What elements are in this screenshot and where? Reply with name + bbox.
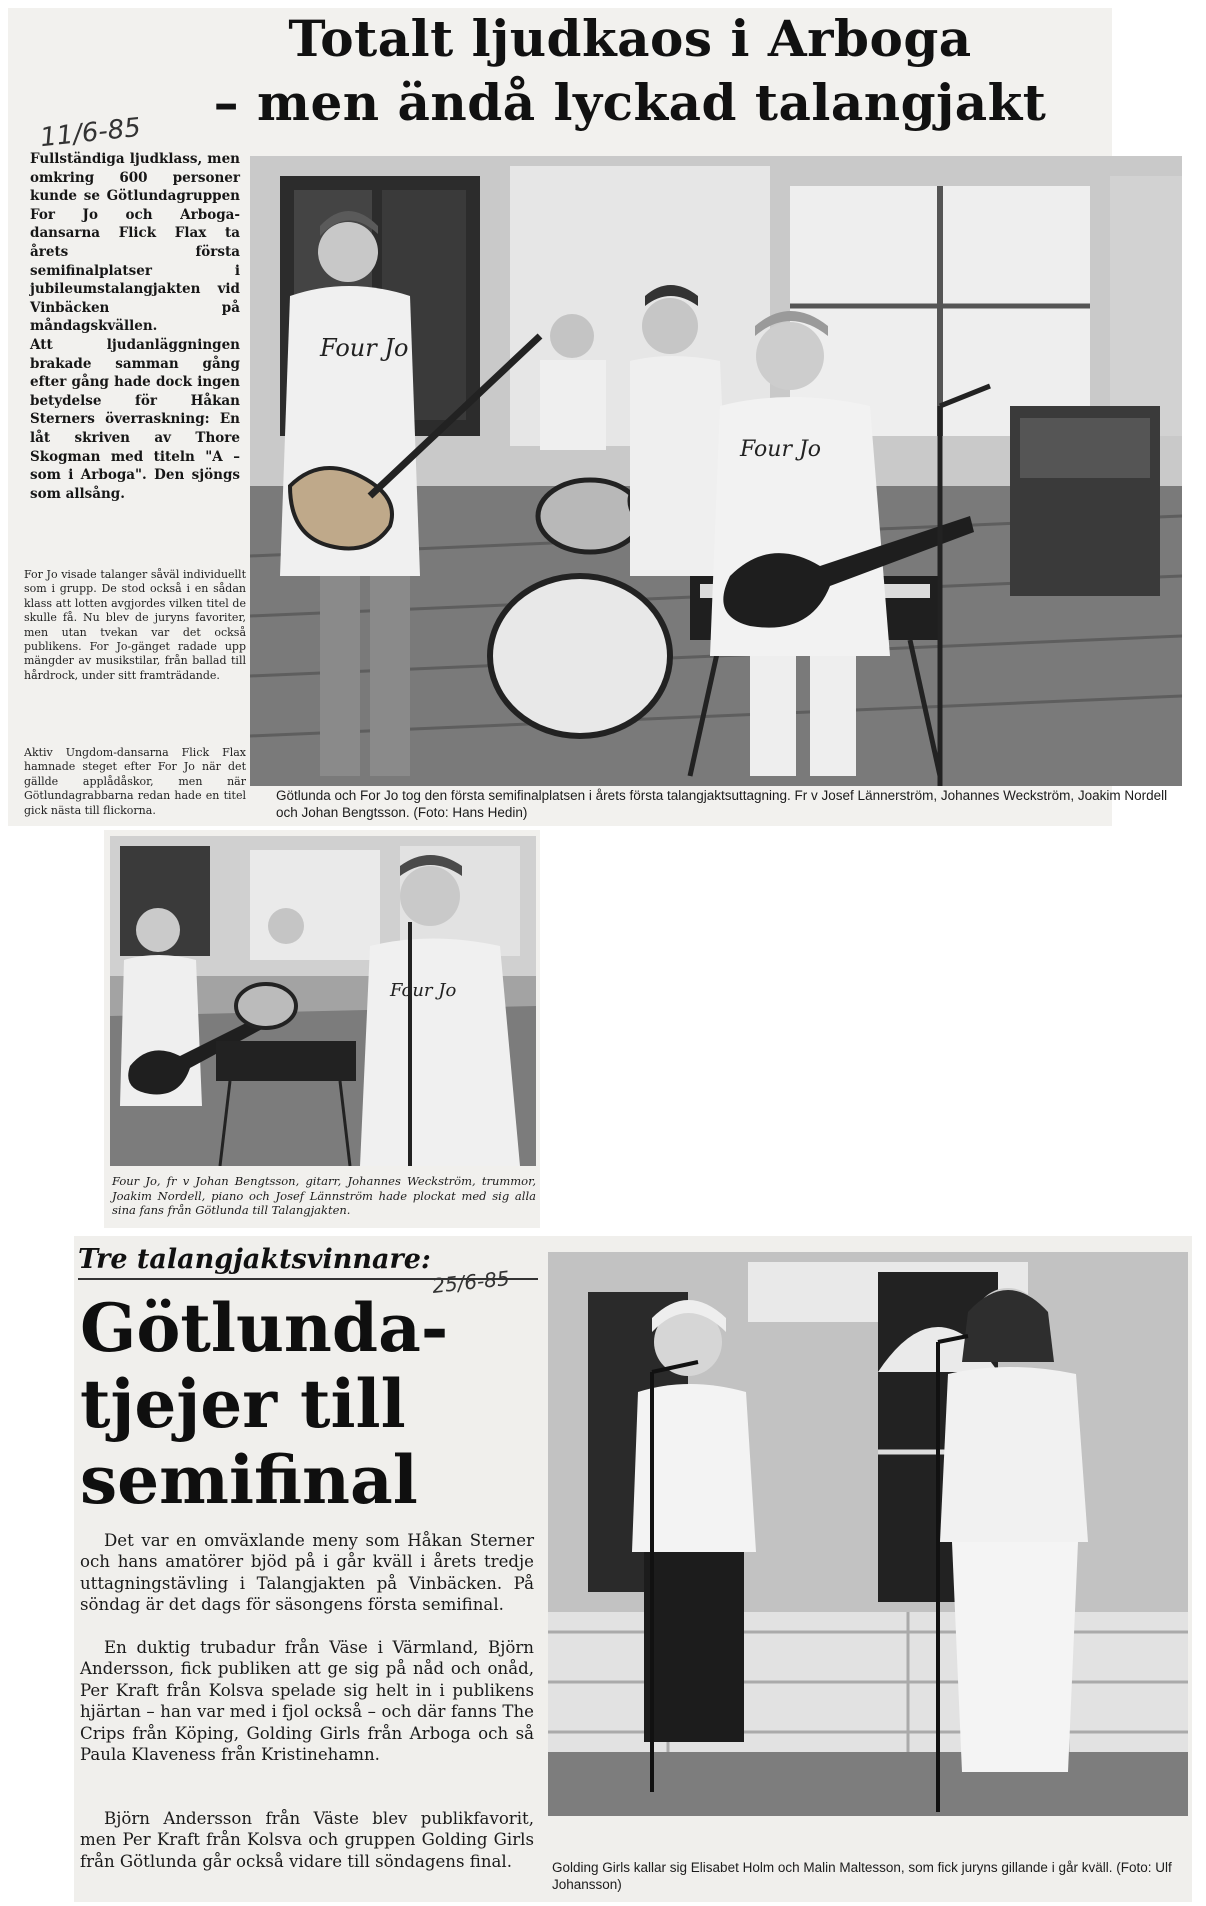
article-3-headline-line-2: tjejer till (80, 1365, 406, 1443)
band-photo-four-jo-2 (110, 836, 536, 1166)
article-3-headline-line-1: Götlunda- (80, 1289, 449, 1367)
shirt-logo-1: Four Jo (320, 334, 409, 362)
band-photo-for-jo (250, 156, 1182, 786)
article-3-paragraph-2: En duktig trubadur från Väse i Värmland, Björn Andersson, fick publiken att ge sig på nåd och onåd, Per Kraft från Kolsva spelade sig helt in i publikens hjärtan – han var med i fjol också – och där fanns The Crips från Köping, Golding Girls från Arboga och så Paula Klaveness från Kristinehamn. (80, 1638, 534, 1765)
article-3-paragraph-3: Björn Andersson från Väste blev publikfavorit, men Per Kraft från Kolsva och gruppen Golding Girls från Götlunda går också vidare till söndagens final. (80, 1809, 534, 1871)
handwritten-date-2: 25/6-85 (430, 1266, 511, 1298)
shirt-logo-2: Four Jo (740, 437, 822, 462)
handwritten-date-1: 11/6-85 (38, 112, 143, 154)
photo-1-caption: Götlunda och For Jo tog den första semifinalplatsen i årets första talangjaktsuttagning. Fr v Josef Lännerström, Johannes Weckström, Joakim Nordell och Johan Bengtsson. (Foto: Hans Hedin) (276, 788, 1168, 820)
article-1-headline-line-2: – men ändå lyckad talangjakt (213, 73, 1047, 132)
article-3-paragraph-1: Det var en omväxlande meny som Håkan Sterner och hans amatörer bjöd på i går kväll i årets tredje uttagningstävling i Talangjakten på Vinbäcken. På söndag är det dags för säsongens första semifinal. (80, 1531, 534, 1615)
article-1-lead-paragraph-2: Att ljudanläggningen brakade samman gång efter gång hade dock ingen betydelse för Håkan Sterners överraskning: En låt skriven av Thore Skogman med titeln "A – som i Arboga". Den sjöngs som allsång. (30, 337, 240, 502)
article-3-headline-line-3: semifinal (80, 1441, 418, 1519)
article-1-body-paragraph-2: Aktiv Ungdom-dansarna Flick Flax hamnade steget efter For Jo när det gällde applådåskor, men när Götlundagrabbarna redan hade en titel gick nästa till flickorna. (24, 746, 246, 817)
article-3-kicker: Tre talangjaktsvinnare: (78, 1244, 431, 1275)
article-1-body-paragraph-1: For Jo visade talanger såväl individuellt som i grupp. De stod också i en sådan klass att lotten avgjordes vilken titel de skulle få. Nu blev de juryns favoriter, men utan tvekan var det också publikens. For Jo-gänget radade upp mängder av musikstilar, från ballad till hårdrock, under sitt framträdande. (24, 568, 246, 682)
golding-girls-photo (548, 1252, 1188, 1816)
photo-2-caption: Four Jo, fr v Johan Bengtsson, gitarr, Johannes Weckström, trummor, Joakim Nordell, piano och Josef Lännström hade plockat med sig alla sina fans från Götlunda till Talangjakten. (112, 1174, 536, 1217)
article-1-headline-line-1: Totalt ljudkaos i Arboga (288, 9, 972, 68)
photo-3-caption: Golding Girls kallar sig Elisabet Holm och Malin Maltesson, som fick juryns gillande i går kväll. (Foto: Ulf Johansson) (552, 1860, 1172, 1892)
article-1-lead-paragraph-1: Fullständiga ljudklass, men omkring 600 personer kunde se Götlundagruppen For Jo och Arboga-dansarna Flick Flax ta årets första semifinalplatser i jubileumstalangjakten vid Vinbäcken på måndagskvällen. (30, 151, 240, 335)
shirt-logo-3: Four Jo (390, 980, 457, 1001)
